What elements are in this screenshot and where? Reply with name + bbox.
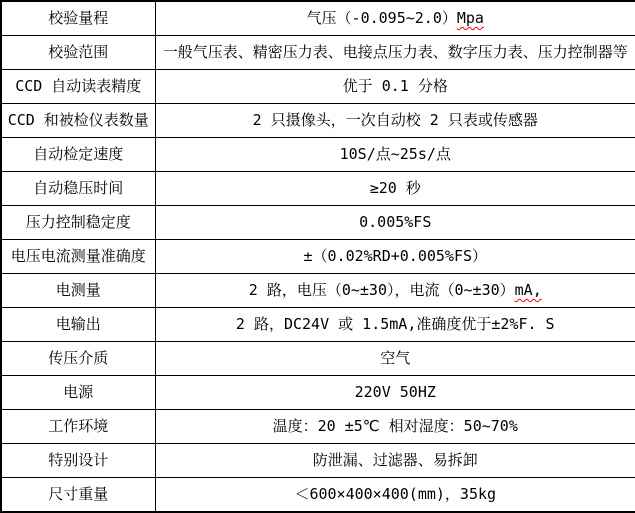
spec-value [155, 70, 635, 104]
spec-label: 电压电流测量准确度 [1, 240, 155, 274]
table-row [1, 172, 635, 206]
table-row [1, 410, 635, 444]
table-row [1, 342, 635, 376]
spec-value-text: 防泄漏、过滤器、易拆卸 [312, 451, 478, 470]
spec-value-text: ≥20 秒 [369, 179, 421, 198]
spec-label: 校验范围 [1, 36, 155, 70]
spec-value-text: 2 只摄像头，一次自动校 2 只表或传感器 [252, 111, 538, 130]
table-row [1, 104, 635, 138]
table-row [1, 478, 635, 513]
table-row [1, 206, 635, 240]
spec-label: 电测量 [1, 274, 155, 308]
table-row [1, 36, 635, 70]
spec-label: 自动检定速度 [1, 138, 155, 172]
spec-value-text: 优于 0.1 分格 [342, 77, 448, 96]
table-row [1, 70, 635, 104]
spec-label: 校验量程 [1, 1, 155, 36]
spellcheck-flagged-text: Mpa [456, 9, 484, 28]
spec-value-text: 一般气压表、精密压力表、电接点压力表、数字压力表、压力控制器等 [162, 43, 628, 62]
spellcheck-flagged-text: mA, [514, 281, 542, 300]
spec-value [155, 206, 635, 240]
spec-value-text: 10S/点~25s/点 [339, 145, 451, 164]
spec-value-text: 空气 [380, 349, 411, 368]
spec-label: CCD 和被检仪表数量 [1, 104, 155, 138]
spec-value [155, 444, 635, 478]
spec-label: 电输出 [1, 308, 155, 342]
spec-label: 传压介质 [1, 342, 155, 376]
spec-label: 压力控制稳定度 [1, 206, 155, 240]
spec-value [155, 104, 635, 138]
spec-value [155, 342, 635, 376]
spec-label: 电源 [1, 376, 155, 410]
spec-value [155, 410, 635, 444]
spec-label: 尺寸重量 [1, 478, 155, 513]
spec-value-text: ＜600×400×400(mm)，35kg [294, 485, 497, 504]
spec-value [155, 376, 635, 410]
spec-label: 特别设计 [1, 444, 155, 478]
spec-value [155, 274, 635, 308]
table-row [1, 274, 635, 308]
spec-value [155, 240, 635, 274]
spec-value-text: 0.005%FS [359, 213, 432, 232]
table-row [1, 376, 635, 410]
spec-value-text: 温度：20 ±5℃ 相对湿度：50~70% [272, 417, 518, 436]
spec-value-text: 气压（-0.095~2.0） [306, 9, 457, 28]
spec-label: 工作环境 [1, 410, 155, 444]
spec-value [155, 36, 635, 70]
spec-value-text: ±（0.02%RD+0.005%FS） [303, 247, 488, 266]
spec-value [155, 1, 635, 36]
spec-value [155, 478, 635, 513]
spec-value-text: 2 路，电压（0~±30），电流（0~±30） [248, 281, 515, 300]
table-row [1, 138, 635, 172]
spec-value-text: 220V 50HZ [354, 383, 436, 402]
spec-value [155, 138, 635, 172]
spec-value [155, 172, 635, 206]
table-row [1, 1, 635, 36]
table-row [1, 240, 635, 274]
spec-label: CCD 自动读表精度 [1, 70, 155, 104]
spec-value-text: 2 路，DC24V 或 1.5mA,准确度优于±2%F. S [235, 315, 555, 334]
table-row [1, 308, 635, 342]
spec-label: 自动稳压时间 [1, 172, 155, 206]
spec-value [155, 308, 635, 342]
table-row [1, 444, 635, 478]
